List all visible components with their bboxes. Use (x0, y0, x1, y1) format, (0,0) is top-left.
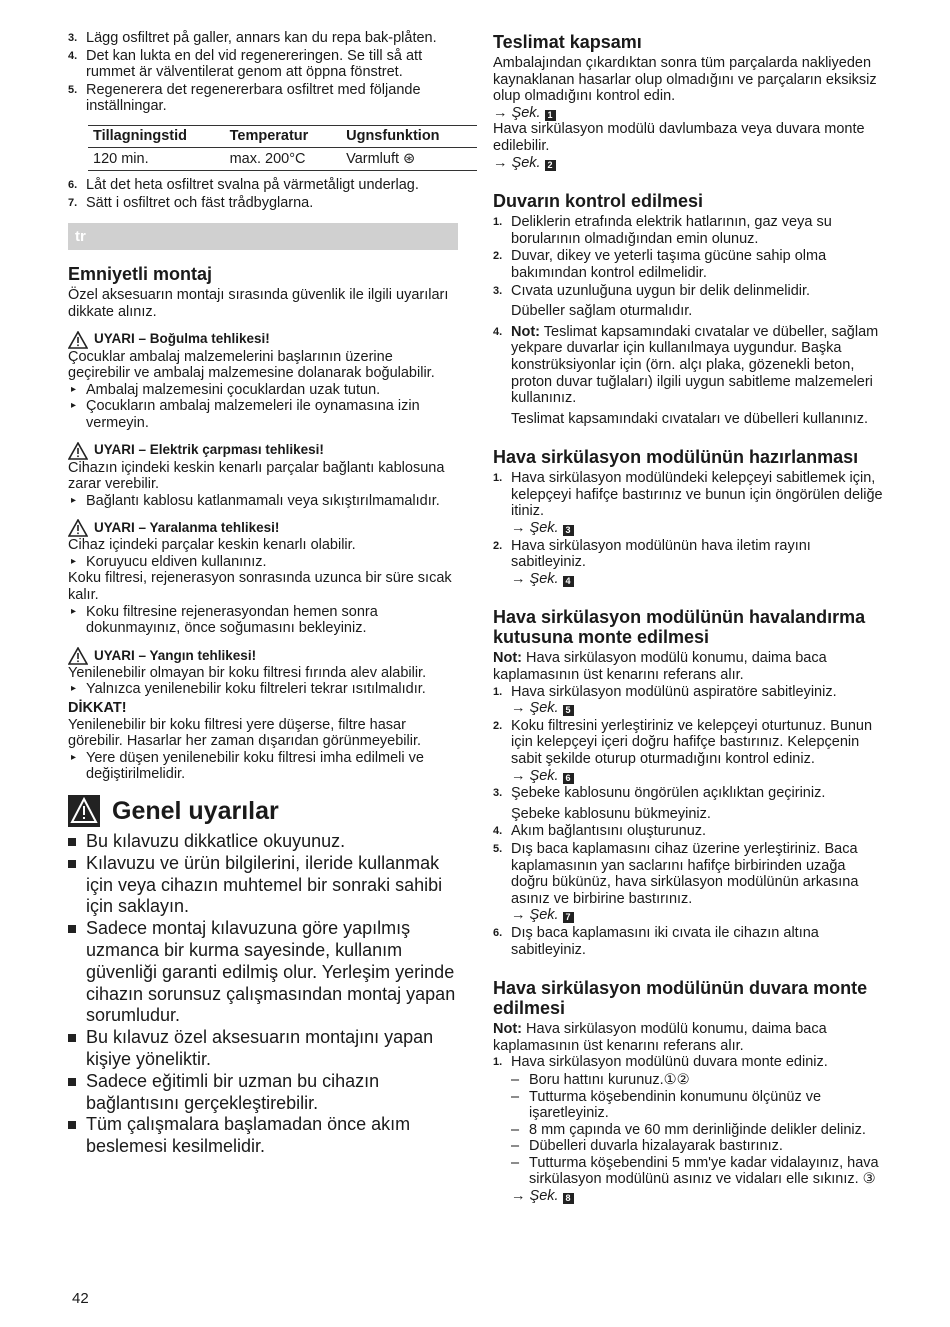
caution-block: DİKKAT! Yenilenebilir bir koku filtresi yere düşerse, filtre hasar görebilir. Hasarlar her zaman dışarıdan görünmeyebilir. ▸ Yere düşen yenilenebilir koku filtresi imha edilmeli ve değiştirilmelidir. (68, 700, 458, 783)
figure-ref: → Şek. 8 (493, 1188, 885, 1205)
list-item: Kılavuzu ve ürün bilgilerini, ileride kullanmak için veya cihazın muhtemel bir sonraki sahibi için saklayın. (68, 853, 458, 918)
warning-triangle-icon (68, 647, 88, 665)
figure-ref: → Şek. 2 (493, 155, 885, 172)
left-column (68, 30, 458, 1158)
warning-block: UYARI – Yangın tehlikesi! Yenilenebilir olmayan bir koku filtresi fırında alev alabilir. ▸ Yalnızca yenilenebilir koku filtreleri tekrar ısıtılmalıdır. (68, 647, 458, 698)
top-step-list (68, 30, 458, 115)
list-item: 1. Hava sirkülasyon modülündeki kelepçeyi sabitlemek için, kelepçeyi hafifçe bastırınız ve bunun için öngörülen deliğe itiniz. → Şek. 3 (493, 470, 883, 537)
step-list (493, 470, 885, 587)
list-item: 4. Akım bağlantısını oluşturunuz. (493, 823, 707, 840)
list-item: – Tutturma köşebendinin konumunu ölçünüz ve işaretleyiniz. (511, 1088, 822, 1122)
list-item: – 8 mm çapında ve 60 mm derinliğinde delikler deliniz. (511, 1121, 866, 1138)
list-item: Sadece montaj kılavuzuna göre yapılmış uzmanca bir kurma sayesinde, kullanım güvenliği garanti edilmiş olur. Yerleşim yerinde cihazın sorunsuz çalışmasından montaj yapan sorumludur. (68, 918, 458, 1027)
note: Not: Hava sirkülasyon modülü konumu, daima baca kaplamasının üst kenarını referans alır. (493, 650, 827, 684)
table-header: Ugnsfunktion (341, 125, 477, 147)
warning-square-icon (68, 795, 100, 827)
warning-triangle-icon (68, 519, 88, 537)
list-item: 1. Hava sirkülasyon modülünü duvara monte ediniz. (493, 1054, 828, 1071)
section-title: Hava sirkülasyon modülünün havalandırma kutusuna monte edilmesi (493, 607, 866, 648)
table-row: 120 min. max. 200°C Varmluft ⊛ (88, 147, 477, 171)
list-item: 5. Dış baca kaplamasını cihaz üzerine yerleştiriniz. Baca kaplamasının yan saclarını hafifçe birbirinden uzağa doğru bükünüz, hava sirkülasyon modülünün arkasına asınız ve birbirine bastırınız. → Şek. 7 (493, 840, 859, 924)
step-list (493, 1054, 885, 1071)
list-item: ▸ Bağlantı kablosu katlanmamalı veya sıkıştırılmamalıdır. (71, 492, 440, 509)
list-item: 2. Koku filtresini yerleştiriniz ve kelepçeyi oturtunuz. Bunun için kelepçeyi içeri doğru hafifçe bastırınız. Kelepçenin sabit şekilde oturup oturmadığını kontrol ediniz. → Şek. 6 (493, 717, 873, 784)
page-number: 42 (72, 1290, 89, 1307)
warning-block: UYARI – Elektrik çarpması tehlikesi! Cihazın içindeki keskin kenarlı parçalar bağlantı kablosuna zarar verebilir. ▸ Bağlantı kablosu katlanmamalı veya sıkıştırılmamalıdır. (68, 442, 458, 510)
list-item: 4. Not: Teslimat kapsamındaki cıvatalar ve dübeller, sağlam yekpare duvarlar için kullanılmaya uygundur. Başka konstrüksiyonlar için (örn. alçı plaka, gözenekli beton, proton duvar tuğlaları) ilgili uygun sabitleme malzemeleri kullanınız. Teslimat kapsamındaki cıvataları ve dübelleri kullanınız. (493, 323, 879, 427)
after-step-list (68, 177, 458, 211)
list-item: Sadece eğitimli bir uzman bu cihazın bağlantısını gerçekleştirebilir. (68, 1071, 458, 1115)
list-item: 7. Sätt i osfiltret och fäst trådbyglarna. (68, 194, 314, 211)
list-item: 6. Dış baca kaplamasını iki cıvata ile cihazın altına sabitleyiniz. (493, 924, 819, 958)
list-item: 2. Hava sirkülasyon modülünün hava iletim rayını sabitleyiniz. → Şek. 4 (493, 537, 811, 587)
step-list (493, 684, 885, 959)
warning-block: UYARI – Boğulma tehlikesi! Çocuklar ambalaj malzemelerini başlarının üzerine geçirebilir ve ambalaj malzemesine dolanarak boğulabilir. ▸ Ambalaj malzemesini çocuklardan uzak tutun. ▸ Çocukların ambalaj malzemeleri ile oynamasına izin vermeyin. (68, 331, 458, 432)
list-item: 6. Låt det heta osfiltret svalna på värmetåligt underlag. (68, 177, 419, 194)
figure-ref: → Şek. 1 (493, 105, 885, 122)
note: Not: Hava sirkülasyon modülü konumu, daima baca kaplamasının üst kenarını referans alır. (493, 1021, 827, 1054)
list-item: 1. Hava sirkülasyon modülünü aspiratöre sabitleyiniz. → Şek. 5 (493, 683, 837, 717)
table-header: Temperatur (225, 125, 342, 147)
section-title: Hava sirkülasyon modülünün duvara monte edilmesi (493, 978, 868, 1019)
list-item: 3. Cıvata uzunluğuna uygun bir delik delinmelidir. Dübeller sağlam oturmalıdır. (493, 282, 811, 320)
language-bar: tr (68, 223, 458, 250)
list-item: ▸ Yalnızca yenilenebilir koku filtreleri tekrar ısıtılmalıdır. (71, 681, 426, 698)
list-item: – Dübelleri duvarla hizalayarak bastırınız. (511, 1138, 783, 1155)
list-item: ▸ Ambalaj malzemesini çocuklardan uzak tutun. (71, 381, 381, 398)
warning-block: UYARI – Yaralanma tehlikesi! Cihaz içindeki parçalar keskin kenarlı olabilir. ▸ Koruyucu eldiven kullanınız. Koku filtresi, rejenerasyon sonrasında uzunca bir süre sıcak kalır. ▸ Koku filtresine rejenerasyondan hemen sonra dokunmayınız, önce soğumasını bekleyiniz. (68, 519, 458, 637)
list-item: 4. Det kan lukta en del vid regenereringen. Se till så att rummet är välventilerat genom att öppna fönstret. (68, 47, 423, 81)
general-warnings-list (68, 831, 458, 1158)
right-column: Teslimat kapsamı Ambalajından çıkardıktan sonra tüm parçalarda nakliyeden kaynaklanan hasarlar olup olmadığını ve parçaların eksiksiz olup olmadığını kontrol edin. → Şek. 1 Hava sirkülasyon modülü davlumbaza veya duvara monte edilebilir. → Şek. 2 Duvarın kontrol edilmesi 1. Deliklerin etrafında elektrik hatlarının, gaz veya su borularının olmadığından emin olunuz. 2. Duvar, dikey ve yeterli taşıma gücüne sahip olma bakımından kontrol edilmelidir. 3. Cıvata uzunluğuna uygun bir delik delinmelidir. Dübeller sağlam oturmalıdır. 4. Not: Teslimat kapsamındaki cıvatalar ve dübeller, sağlam yekpare duvarlar için kullanılmaya uygundur. Başka konstrüksiyonlar için (örn. alçı plaka, gözenekli beton, proton duvar tuğlaları) ilgili uygun sabitleme malzemeleri kullanınız. Teslimat kapsamındaki cıvataları ve dübelleri kullanınız. Hava sirkülasyon modülünün hazırlanması 1. Hava sirkülasyon modülündeki kelepçeyi sabitlemek için, kelepçeyi hafifçe bastırınız ve bunun için öngörülen deliğe itiniz. → Şek. 3 2. Hava sirkülasyon modülünün hava iletim rayını sabitleyiniz. → Şek. 4 Hava sirkülasyon modülünün havalandırma kutusuna monte edilmesi Not: Hava sirkülasyon modülü konumu, daima baca kaplamasının üst kenarını referans alır. 1. Hava sirkülasyon modülünü aspiratöre sabitleyiniz. → Şek. 5 2. Koku filtresini yerleştiriniz ve kelepçeyi oturtunuz. Bunun için kelepçeyi içeri doğru hafifçe bastırınız. Kelepçenin sabit şekilde oturup oturmadığını kontrol ediniz. → Şek. 6 3. Şebeke kablosunu öngörülen açıklıktan geçiriniz. Şebeke kablosunu bükmeyiniz. 4. Akım bağlantısını oluşturunuz. 5. Dış baca kaplamasını cihaz üzerine yerleştiriniz. Baca kaplamasının yan saclarını hafifçe birbirinden uzağa doğru bükünüz, hava sirkülasyon modülünün arkasına asınız ve birbirine bastırınız. → Şek. 7 6. Dış baca kaplamasını iki cıvata ile cihazın altına sabitleyiniz. Hava sirkülasyon modülünün duvara monte edilmesi Not: Hava sirkülasyon modülü konumu, daima baca kaplamasının üst kenarını referans alır. 1. Hava sirkülasyon modülünü duvara monte ediniz. – Boru hattını kurunuz.①② – Tutturma köşebendinin konumunu ölçünüz ve işaretleyiniz. – 8 mm çapında ve 60 mm derinliğinde delikler deliniz. – Dübelleri duvarla hizalayarak bastırınız. – Tutturma köşebendini 5 mm'ye kadar vidalayınız, hava sirkülasyon modülünü asınız ve vidaları elle sıkınız. ③ → Şek. 8 (493, 30, 885, 1205)
section-title: Emniyetli montaj (68, 264, 213, 285)
list-item: Tüm çalışmalara başlamadan önce akım beslemesi kesilmelidir. (68, 1114, 458, 1158)
list-item: ▸ Koku filtresine rejenerasyondan hemen sonra dokunmayınız, önce soğumasını bekleyiniz. (71, 603, 378, 637)
section-title: Teslimat kapsamı (493, 32, 642, 52)
warning-triangle-icon (68, 331, 88, 349)
step-list (493, 214, 885, 427)
settings-table (88, 125, 477, 171)
warning-triangle-icon (68, 442, 88, 460)
section-title: Duvarın kontrol edilmesi (493, 191, 704, 212)
list-item: Bu kılavuzu dikkatlice okuyunuz. (68, 831, 458, 853)
list-item: ▸ Koruyucu eldiven kullanınız. (71, 553, 267, 570)
list-item: 2. Duvar, dikey ve yeterli taşıma gücüne sahip olma bakımından kontrol edilmelidir. (493, 248, 827, 281)
list-item: 5. Regenerera det regenererbara osfiltret med följande inställningar. (68, 81, 421, 115)
section-intro: Özel aksesuarın montajı sırasında güvenlik ile ilgili uyarıları dikkate alınız. (68, 287, 449, 320)
general-warnings-heading: Genel uyarılar (68, 795, 458, 827)
list-item: – Boru hattını kurunuz.①② (511, 1071, 690, 1088)
table-header: Tillagningstid (88, 125, 225, 147)
list-item: 3. Lägg osfiltret på galler, annars kan du repa bak-plåten. (68, 30, 437, 46)
list-item: ▸ Yere düşen yenilenebilir koku filtresi imha edilmeli ve değiştirilmelidir. (71, 749, 424, 783)
list-item: Bu kılavuz özel aksesuarın montajını yapan kişiye yöneliktir. (68, 1027, 458, 1071)
section-title: Hava sirkülasyon modülünün hazırlanması (493, 447, 859, 468)
list-item: 3. Şebeke kablosunu öngörülen açıklıktan geçiriniz. Şebeke kablosunu bükmeyiniz. (493, 785, 826, 822)
list-item: ▸ Çocukların ambalaj malzemeleri ile oynamasına izin vermeyin. (71, 398, 420, 431)
list-item: 1. Deliklerin etrafında elektrik hatlarının, gaz veya su borularının olmadığından emin olunuz. (493, 214, 832, 247)
list-item: – Tutturma köşebendini 5 mm'ye kadar vidalayınız, hava sirkülasyon modülünü asınız ve vidaları elle sıkınız. ③ (511, 1154, 879, 1188)
